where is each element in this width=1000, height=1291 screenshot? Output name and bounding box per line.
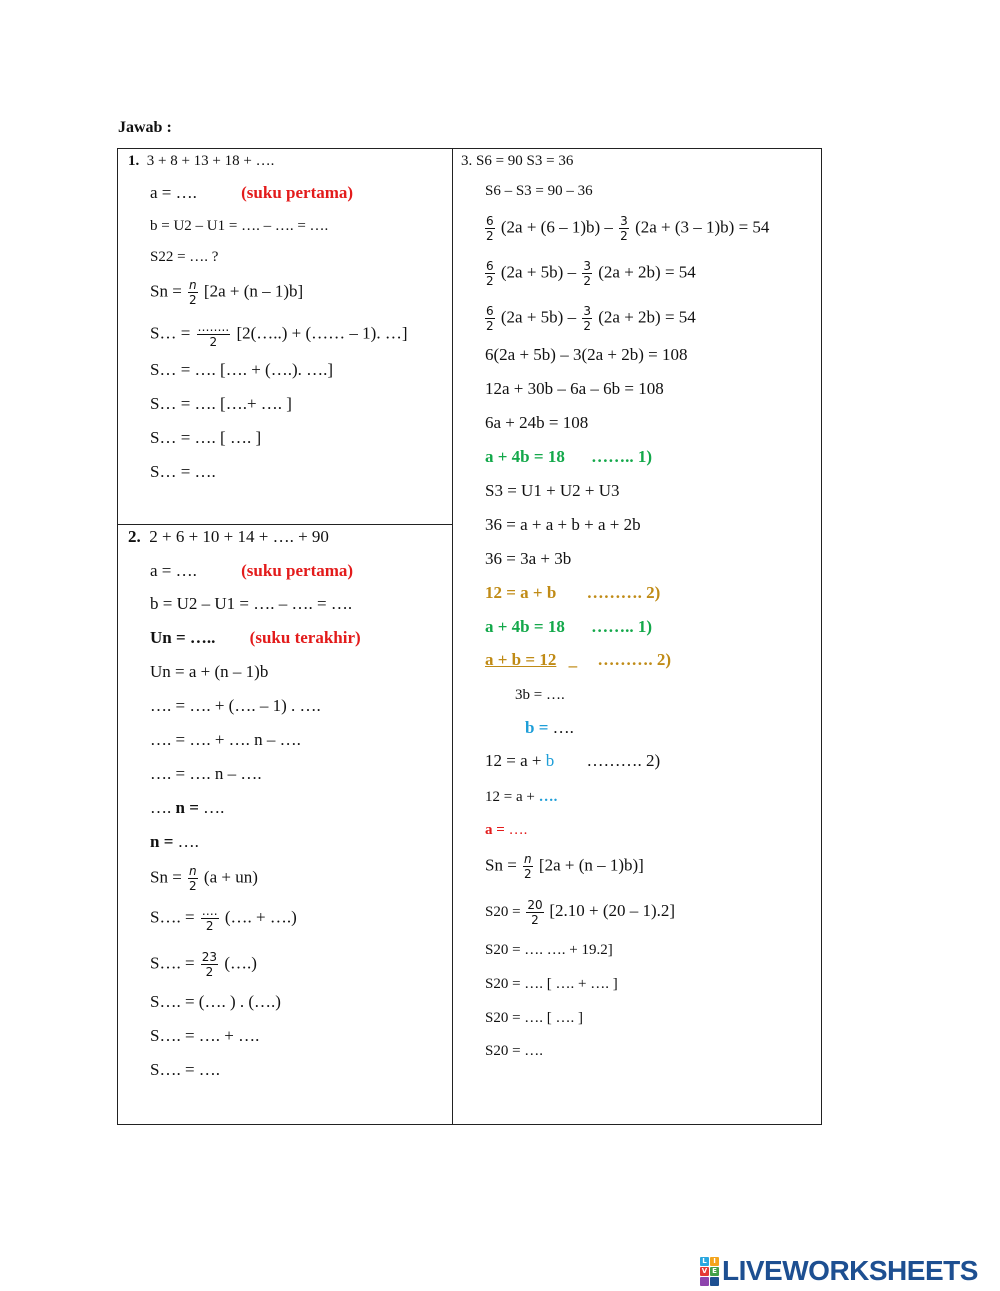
q2-a-line: [150, 560, 353, 582]
q1-line-7: S… = …. […. + (….). ….]: [150, 360, 334, 379]
q1-series-line: [128, 150, 274, 172]
q1-series: 3 + 8 + 13 + 18 + ….: [146, 153, 275, 169]
q3-s20-line: [485, 899, 675, 926]
q3-sn-fraction: [523, 853, 533, 880]
q1-s-fraction: [197, 321, 231, 348]
q3-l4-mid: (2a + 5b) –: [500, 262, 577, 282]
q3-line-4: [483, 260, 696, 287]
q3-line-25: S20 = …. [ …. ]: [485, 1010, 584, 1026]
question-3-cell: [452, 148, 822, 1125]
q2-l10-bold: n =: [150, 832, 174, 851]
logo-block-e: E: [710, 1267, 719, 1276]
q1-sn-num: n: [189, 278, 197, 292]
q3-line-6: 6(2a + 5b) – 3(2a + 2b) = 108: [485, 345, 688, 364]
q3-line-13: [485, 582, 660, 604]
q2-un-note: (suku terakhir): [249, 628, 361, 647]
q3-line-14: [485, 616, 652, 638]
q3-s20-fraction: [526, 899, 543, 926]
q1-s-line: [150, 321, 408, 348]
q3-line-10: S3 = U1 + U2 + U3: [485, 481, 620, 500]
q3-l4-frac2: [582, 260, 592, 287]
q3-l3-frac1: [485, 215, 495, 242]
q2-l10-post: ….: [177, 832, 199, 851]
q2-un-line: [150, 627, 361, 649]
logo-blocks-icon: [700, 1257, 719, 1286]
q3-line-3: [483, 215, 769, 242]
q2-number: 2.: [128, 527, 141, 546]
q2-s2-line: [150, 951, 257, 978]
q3-line-12: 36 = 3a + 3b: [485, 549, 572, 568]
q2-sn-pre: Sn =: [150, 867, 182, 887]
q3-b-label: b =: [525, 718, 549, 737]
q2-line-8: …. = …. n – ….: [150, 764, 262, 783]
q2-s2-post: (….): [224, 953, 257, 973]
logo-block-5: [700, 1277, 709, 1286]
q2-s2-num: 23: [201, 950, 218, 964]
logo-block-6: [710, 1277, 719, 1286]
q3-line-26: S20 = ….: [485, 1043, 544, 1059]
q3-sn-den: 2: [524, 867, 532, 881]
q3-l5-d1: 2: [486, 319, 494, 333]
q3-l3-d2: 2: [620, 229, 628, 243]
q1-line-10: S… = ….: [150, 462, 216, 481]
q1-s-num: ……..: [197, 320, 230, 334]
q1-b-line: b = U2 – U1 = …. – …. = ….: [150, 218, 329, 234]
q1-a-note: (suku pertama): [241, 183, 354, 202]
q1-sn-formula: [150, 279, 303, 306]
q1-a-line: [150, 182, 353, 204]
q2-l9-post: ….: [203, 798, 225, 817]
q2-b-line: b = U2 – U1 = …. – …. = ….: [150, 594, 353, 613]
q2-s1-pre: S…. =: [150, 907, 195, 927]
q3-line-2: S6 – S3 = 90 – 36: [485, 183, 593, 199]
q3-l5-end: (2a + 2b) = 54: [598, 307, 696, 327]
q1-sn-fraction: [188, 279, 198, 306]
q3-l19-dots: ….: [538, 789, 558, 805]
q1-s-pre: S… =: [150, 323, 191, 343]
q3-line-19: [485, 786, 557, 808]
q3-eq1-repeat: a + 4b = 18: [485, 617, 565, 636]
q3-l3-n2: 3: [620, 214, 628, 228]
q3-l4-n2: 3: [583, 259, 591, 273]
q2-un-text: Un = …..: [150, 628, 216, 647]
q2-sn-post: (a + un): [203, 867, 258, 887]
q3-eq1: a + 4b = 18: [485, 447, 565, 466]
q3-line-17: [525, 717, 574, 739]
q2-s5-line: S…. = ….: [150, 1060, 221, 1079]
q2-a-text: a = ….: [150, 561, 197, 580]
q2-s2-pre: S…. =: [150, 953, 195, 973]
q2-line-7: …. = …. + …. n – ….: [150, 730, 301, 749]
q2-s2-den: 2: [205, 965, 214, 979]
q3-s20-post: [2.10 + (20 – 1).2]: [549, 900, 676, 920]
q2-s4-line: S…. = …. + ….: [150, 1026, 260, 1045]
q2-s1-fraction: [201, 905, 219, 932]
q2-sn-formula: [150, 865, 258, 892]
q2-line-9: [150, 797, 224, 819]
q3-sn-num: n: [524, 852, 532, 866]
q3-l4-frac1: [485, 260, 495, 287]
q3-s20-den: 2: [531, 913, 539, 927]
q2-a-note: (suku pertama): [241, 561, 354, 580]
q3-s20-pre: S20 =: [485, 903, 521, 920]
q3-l3-end: (2a + (3 – 1)b) = 54: [635, 217, 770, 237]
q3-sn-pre: Sn =: [485, 855, 517, 875]
q3-line-16: 3b = ….: [515, 687, 565, 703]
q2-un-formula: Un = a + (n – 1)b: [150, 662, 269, 681]
q3-b-value: ….: [552, 718, 574, 737]
q2-sn-den: 2: [189, 879, 197, 893]
q3-line-8: 6a + 24b = 108: [485, 413, 589, 432]
liveworksheets-logo[interactable]: [700, 1255, 978, 1287]
q3-line-11: 36 = a + a + b + a + 2b: [485, 515, 641, 534]
q3-eq1-tag: …….. 1): [591, 447, 653, 466]
q3-line-1: 3. S6 = 90 S3 = 36: [461, 153, 574, 169]
q1-sn-post: [2a + (n – 1)b]: [203, 281, 304, 301]
logo-block-i: I: [710, 1257, 719, 1266]
q3-eq2-tag: ………. 2): [586, 583, 661, 602]
logo-block-l: L: [700, 1257, 709, 1266]
q3-a-label: a =: [485, 822, 505, 838]
q3-eq1-repeat-tag: …….. 1): [591, 617, 653, 636]
q3-l5-n2: 3: [583, 304, 591, 318]
q1-s-den: 2: [209, 335, 218, 349]
q2-s3-line: S…. = (…. ) . (….): [150, 992, 281, 1011]
q1-sn-pre: Sn =: [150, 281, 182, 301]
q3-l19-pre: 12 = a +: [485, 789, 535, 805]
q3-l3-mid: (2a + (6 – 1)b) –: [500, 217, 613, 237]
q3-line-5: [483, 305, 696, 332]
q2-s1-line: [150, 905, 297, 932]
q3-l4-d2: 2: [583, 274, 591, 288]
q1-a-text: a = ….: [150, 183, 197, 202]
q2-line-6: …. = …. + (…. – 1) . ….: [150, 696, 321, 715]
q3-l5-d2: 2: [583, 319, 591, 333]
q3-l18-b: b: [545, 751, 555, 770]
q3-l3-n1: 6: [486, 214, 494, 228]
q3-line-9: [485, 446, 652, 468]
q1-s22-line: S22 = …. ?: [150, 249, 219, 265]
q2-series: 2 + 6 + 10 + 14 + …. + 90: [149, 527, 329, 546]
q3-l5-frac2: [582, 305, 592, 332]
q3-minus-sign: _: [568, 650, 578, 669]
q3-l18-pre: 12 = a +: [485, 751, 542, 770]
q3-sn-post: [2a + (n – 1)b)]: [538, 855, 644, 875]
q2-l9-bold: n =: [175, 798, 199, 817]
q3-line-20: [485, 819, 527, 841]
q2-l9-pre: ….: [150, 798, 172, 817]
q3-l3-frac2: [619, 215, 629, 242]
q3-eq2-repeat: a + b = 12: [485, 650, 557, 669]
q3-sn-formula: [485, 853, 644, 880]
q1-line-8: S… = …. [….+ …. ]: [150, 394, 292, 413]
q3-l4-d1: 2: [486, 274, 494, 288]
question-1-cell: [117, 148, 453, 525]
q3-a-value: ….: [508, 822, 528, 838]
q2-line-10: [150, 831, 199, 853]
q2-s2-fraction: [201, 951, 218, 978]
logo-text: LIVEWORKSHEETS: [722, 1255, 978, 1286]
q1-sn-den: 2: [189, 293, 197, 307]
q3-l4-n1: 6: [486, 259, 494, 273]
q3-l5-mid: (2a + 5b) –: [500, 307, 577, 327]
q2-s1-den: 2: [205, 919, 214, 933]
q3-line-15: [485, 649, 671, 671]
q3-l3-d1: 2: [486, 229, 494, 243]
logo-block-v: V: [701, 1266, 708, 1275]
q1-line-9: S… = …. [ …. ]: [150, 428, 262, 447]
q2-s1-post: (…. + ….): [224, 907, 297, 927]
answer-heading: Jawab :: [118, 119, 172, 136]
q3-l18-tag: ………. 2): [586, 751, 661, 770]
question-2-cell: [117, 524, 453, 1125]
q2-sn-fraction: [188, 865, 198, 892]
q2-sn-num: n: [189, 864, 197, 878]
q2-series-line: [128, 526, 329, 548]
q3-eq2: 12 = a + b: [485, 583, 557, 602]
q3-l5-frac1: [485, 305, 495, 332]
q1-s-post: [2(…..) + (…… – 1). …]: [236, 323, 408, 343]
q3-line-18: [485, 750, 660, 772]
q1-number: 1.: [128, 153, 140, 169]
q3-l4-end: (2a + 2b) = 54: [598, 262, 696, 282]
q3-line-23: S20 = …. …. + 19.2]: [485, 942, 613, 958]
q3-l5-n1: 6: [486, 304, 494, 318]
q3-line-7: 12a + 30b – 6a – 6b = 108: [485, 379, 664, 398]
q3-line-24: S20 = …. [ …. + …. ]: [485, 976, 618, 992]
q3-eq2-repeat-tag: ………. 2): [597, 650, 672, 669]
q2-s1-num: ….: [201, 904, 218, 918]
q3-s20-num: 20: [527, 898, 543, 912]
